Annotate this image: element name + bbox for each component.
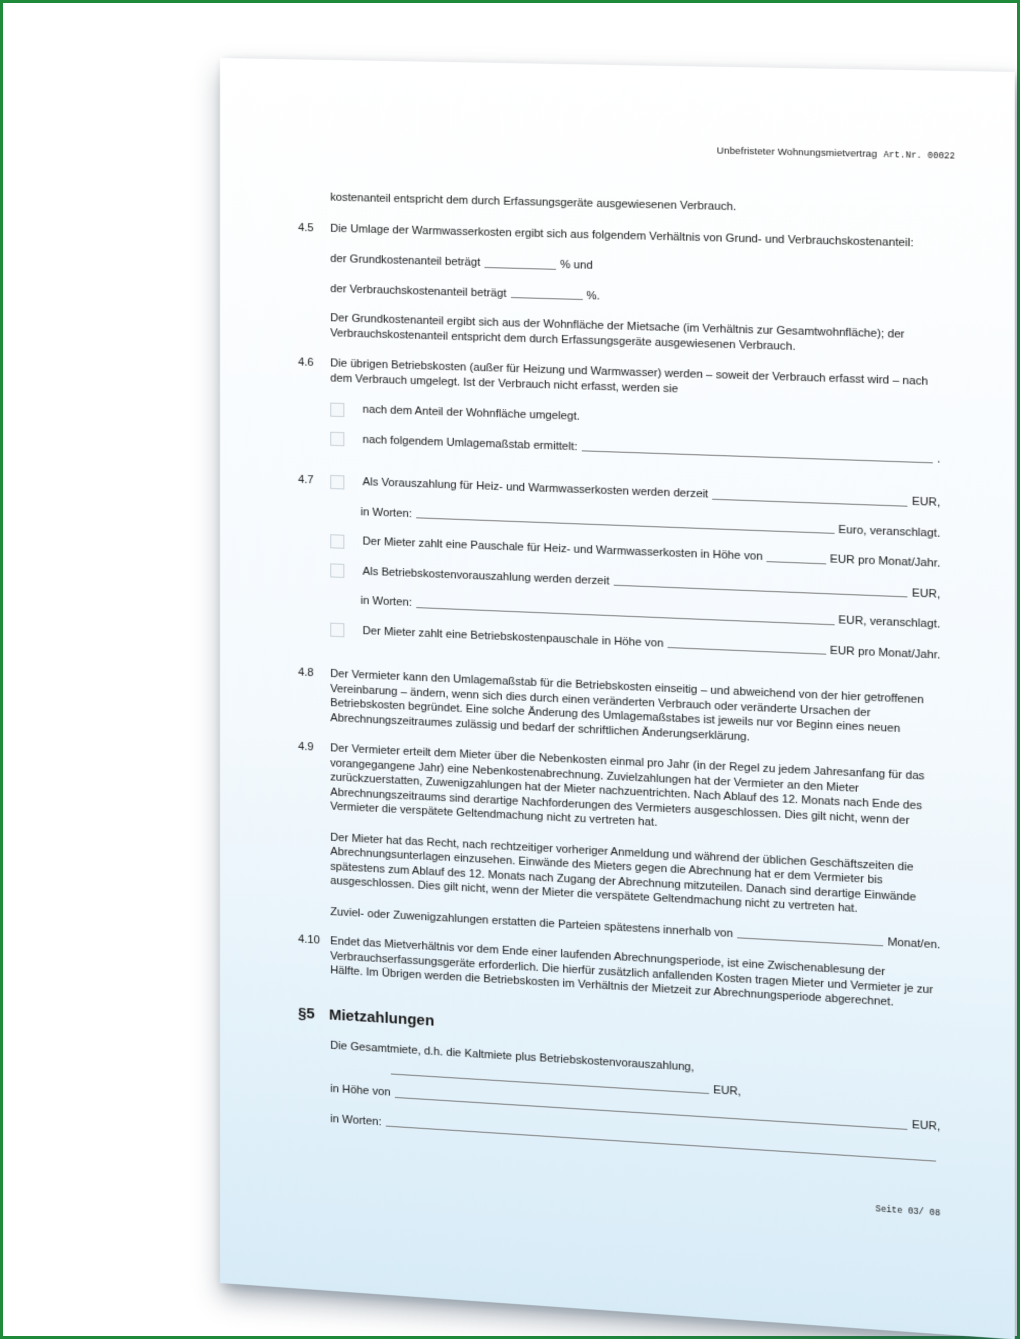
section-number: 4.5 (298, 221, 314, 234)
page-header (717, 144, 955, 164)
section-4-6 (298, 356, 940, 404)
checkbox[interactable] (330, 534, 344, 549)
field-suffix: %. (586, 289, 600, 303)
field-label: in Worten: (360, 505, 412, 520)
section-4-5 (298, 221, 940, 251)
option-umlagemassstab-row (330, 431, 940, 466)
checkbox[interactable] (330, 623, 344, 638)
section-number: §5 (298, 1004, 315, 1023)
section-text: Der Vermieter kann den Umlagemaßstab für die Betriebskosten einseitig – und abweichend von der hier getroffenen Vereinbarung – ändern, wenn sich dies durch einen veränderten Verbrauch oder veränderte Ursachen der Betriebskosten begründet. Eine solche Änderung des Umlagemaßstabes ist jeweils nur vor Beginn eines neuen Abrechnungszeitraumes zulässig und bedarf der schriftlichen Änderungserklärung. (330, 667, 924, 744)
field-label: der Verbrauchskostenanteil beträgt (330, 282, 507, 300)
page-number: Seite 03/ 08 (875, 1203, 941, 1219)
field-suffix: EUR, (713, 1083, 742, 1098)
field-label: Zuviel- oder Zuwenigzahlungen erstatten die Parteien spätestens innerhalb von (330, 905, 734, 940)
section-text: Die übrigen Betriebskosten (außer für Heizung und Warmwasser) werden – soweit der Verbrauch erfasst wird – nach dem Verbrauch umgelegt. Ist der Verbrauch nicht erfasst, werden sie (330, 357, 929, 395)
vorauszahlung-heiz-row (298, 473, 941, 511)
section-4-5-note: Der Grundkostenanteil ergibt sich aus der Wohnfläche der Mietsache (im Verhältnis zur Gesamtwohnfläche); der Verbrauchskostenanteil entspricht dem durch Erfassungsgeräte ausgewiesenen Verbrauch. (330, 312, 905, 353)
field-suffix: EUR, (911, 586, 941, 601)
betriebskosten-input-line[interactable] (614, 584, 908, 598)
section-4-9 (298, 740, 940, 845)
field-label: in Worten: (330, 1112, 382, 1128)
words-input-line[interactable] (416, 516, 834, 534)
article-number: Art.Nr. 00022 (883, 149, 956, 162)
option-label: nach dem Anteil der Wohnfläche umgelegt. (362, 403, 580, 423)
checkbox[interactable] (330, 432, 344, 447)
section-number: 4.8 (298, 666, 314, 680)
section-text: Endet das Mietverhältnis vor dem Ende einer laufenden Abrechnungsperiode, ist eine Zwischenablesung der Verbrauchserfassungsgeräte erforderlich. Die hierfür zusätzlich anfallenden Kosten tragen Mieter und Vermieter je zur Hälfte. Im Übrigen werden die Betriebskosten im Verhältnis der Mietzeit zur Abrechnungsperiode abgerechnet. (330, 935, 934, 1009)
option-label: nach folgendem Umlagemaßstab ermittelt: (362, 433, 578, 453)
document-page (220, 58, 1015, 1339)
field-suffix: Monat/en. (887, 935, 941, 951)
field-label: in Höhe von (330, 1082, 391, 1099)
field-label: Der Mieter zahlt eine Pauschale für Heiz- und Warmwasserkosten in Höhe von (362, 535, 763, 563)
field-label: der Grundkostenanteil beträgt (330, 252, 481, 269)
words-input-line[interactable] (416, 606, 834, 625)
field-suffix: EUR pro Monat/Jahr. (829, 644, 941, 662)
option-wohnflaeche-row (330, 402, 940, 437)
field-suffix: EUR, (911, 495, 941, 509)
field-suffix: . (936, 452, 941, 466)
grundkosten-row (330, 252, 940, 283)
verbrauchskosten-row (330, 281, 940, 313)
document-page-wrapper (220, 58, 1015, 1339)
field-suffix: Euro, veranschlagt. (838, 523, 941, 540)
checkbox[interactable] (330, 474, 344, 489)
section-number: 4.9 (298, 740, 314, 754)
pauschale-heiz-input-line[interactable] (767, 560, 826, 564)
field-suffix: EUR pro Monat/Jahr. (829, 553, 941, 570)
section-text: Der Vermieter erteilt dem Mieter über die Nebenkosten einmal pro Jahr (in der Regel zu jedem Jahresanfang für das vorangegangene Jahr) eine Nebenkostenabrechnung. Zuvielzahlungen hat der Vermieter an den Mieter zurückzuerstatten, Zuwenigzahlungen hat der Mieter nachzuentrichten. Nach Ablauf des 12. Monats nach Ende des Abrechnungszeitraums sind derartige Nachforderungen des Vermieters ausgeschlossen. Dies gilt nicht, wenn der Vermieter die verspätete Geltendmachung nicht zu vertreten hat. (330, 742, 925, 829)
field-suffix: EUR, veranschlagt. (838, 614, 941, 631)
checkbox[interactable] (330, 563, 344, 578)
field-label: Der Mieter zahlt eine Betriebskostenpauschale in Höhe von (362, 624, 664, 650)
document-title: Unbefristeter Wohnungsmietvertrag (716, 145, 878, 161)
umlagemassstab-input-line[interactable] (582, 449, 933, 463)
section-4-9-paragraph-2: Der Mieter hat das Recht, nach rechtzeitiger vorheriger Anmeldung und während der üblichen Geschäftszeiten die Abrechnungsunterlagen einzusehen. Einwände des Mieters gegen die Abrechnung hat er dem Vermieter bis spätestens zum Ablauf des 12. Monats nach Zugang der Abrechnung mitzuteilen. Danach sind derartige Einwände ausgeschlossen. Dies gilt nicht, wenn der Mieter die verspätete Geltendmachung nicht zu vertreten hat. (330, 831, 917, 916)
vorauszahlung-heiz-input-line[interactable] (712, 497, 907, 506)
betriebskostenpauschale-input-line[interactable] (668, 646, 826, 655)
field-label: Als Betriebskostenvorauszahlung werden derzeit (362, 565, 610, 588)
document-body (298, 191, 941, 1181)
verbrauchskosten-input-line[interactable] (510, 296, 582, 300)
section-5-text: Die Gesamtmiete, d.h. die Kaltmiete plus Betriebskostenvorauszahlung, (330, 1039, 695, 1074)
field-suffix: EUR, (911, 1118, 941, 1134)
field-label: in Worten: (360, 594, 412, 609)
grundkosten-input-line[interactable] (484, 265, 556, 269)
erstattung-input-line[interactable] (737, 936, 883, 946)
section-text: Die Umlage der Warmwasserkosten ergibt sich aus folgendem Verhältnis von Grund- und Verbrauchskostenanteil: (330, 222, 914, 249)
section-number: 4.10 (298, 933, 320, 947)
vorauszahlung-heiz-words-row (361, 505, 941, 541)
worte-input-line[interactable] (386, 1125, 936, 1162)
intro-paragraph: kostenanteil entspricht dem durch Erfassungsgeräte ausgewiesenen Verbrauch. (330, 191, 737, 214)
section-number: 4.6 (298, 356, 314, 369)
section-title: Mietzahlungen (328, 1005, 435, 1030)
checkbox[interactable] (330, 402, 344, 417)
field-suffix: % und (560, 258, 593, 272)
field-label: Als Vorauszahlung für Heiz- und Warmwasserkosten werden derzeit (362, 476, 709, 501)
section-number: 4.7 (298, 473, 314, 487)
